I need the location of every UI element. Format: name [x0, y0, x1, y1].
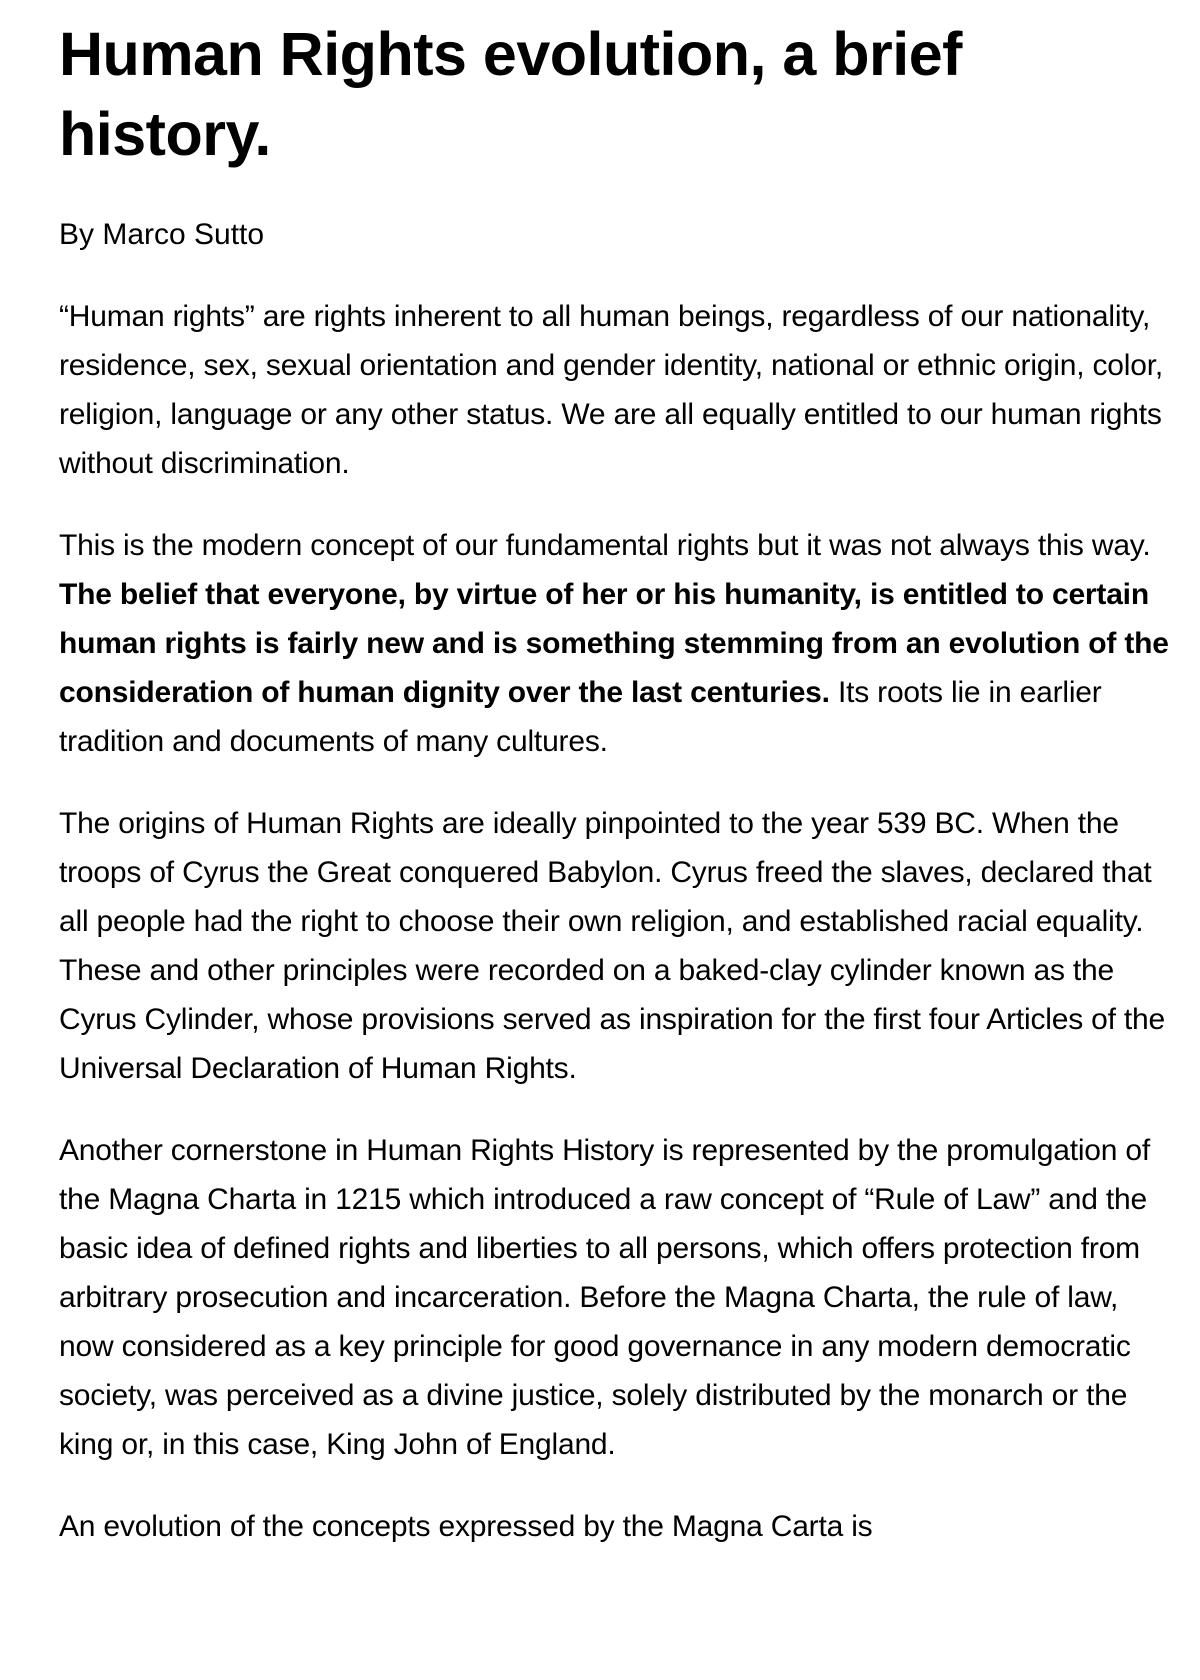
paragraph-modern-concept-lead: This is the modern concept of our fundamental rights but it was not always this way. [59, 529, 1151, 562]
paragraph-modern-concept-emphasis: The belief that everyone, by virtue of her or his humanity, is entitled to certain human rights is fairly new and is something stemming from an evolution of the consideration of human dignity over the last centuries. [59, 578, 1169, 709]
article [59, 14, 1169, 1551]
paragraph-human-rights-definition: “Human rights” are rights inherent to all human beings, regardless of our nationality, residence, sex, sexual orientation and gender identity, national or ethnic origin, color, religion, language or any other status. We are all equally entitled to our human rights without discrimination. [59, 300, 1163, 480]
paragraph-magna-charta: Another cornerstone in Human Rights History is represented by the promulgation of the Magna Charta in 1215 which introduced a raw concept of “Rule of Law” and the basic idea of defined rights and liberties to all persons, which offers protection from arbitrary prosecution and incarceration. Before the Magna Charta, the rule of law, now considered as a key principle for good governance in any modern democratic society, was perceived as a divine justice, solely distributed by the monarch or the king or, in this case, King John of England. [59, 1134, 1151, 1461]
paragraph-modern-concept-tail: Its roots lie in earlier tradition and documents of many cultures. [59, 676, 1102, 758]
paragraph-magna-carta-evolution: An evolution of the concepts expressed by the Magna Carta is [59, 1510, 873, 1543]
paragraph-cyrus-cylinder: The origins of Human Rights are ideally pinpointed to the year 539 BC. When the troops of Cyrus the Great conquered Babylon. Cyrus freed the slaves, declared that all people had the right to choose their own religion, and established racial equality. These and other principles were recorded on a baked-clay cylinder known as the Cyrus Cylinder, whose provisions served as inspiration for the first four Articles of the Universal Declaration of Human Rights. [59, 807, 1166, 1085]
article-byline: By Marco Sutto [59, 218, 265, 251]
paragraph-modern-concept [59, 521, 1169, 766]
article-title: Human Rights evolution, a brief history. [59, 20, 962, 168]
